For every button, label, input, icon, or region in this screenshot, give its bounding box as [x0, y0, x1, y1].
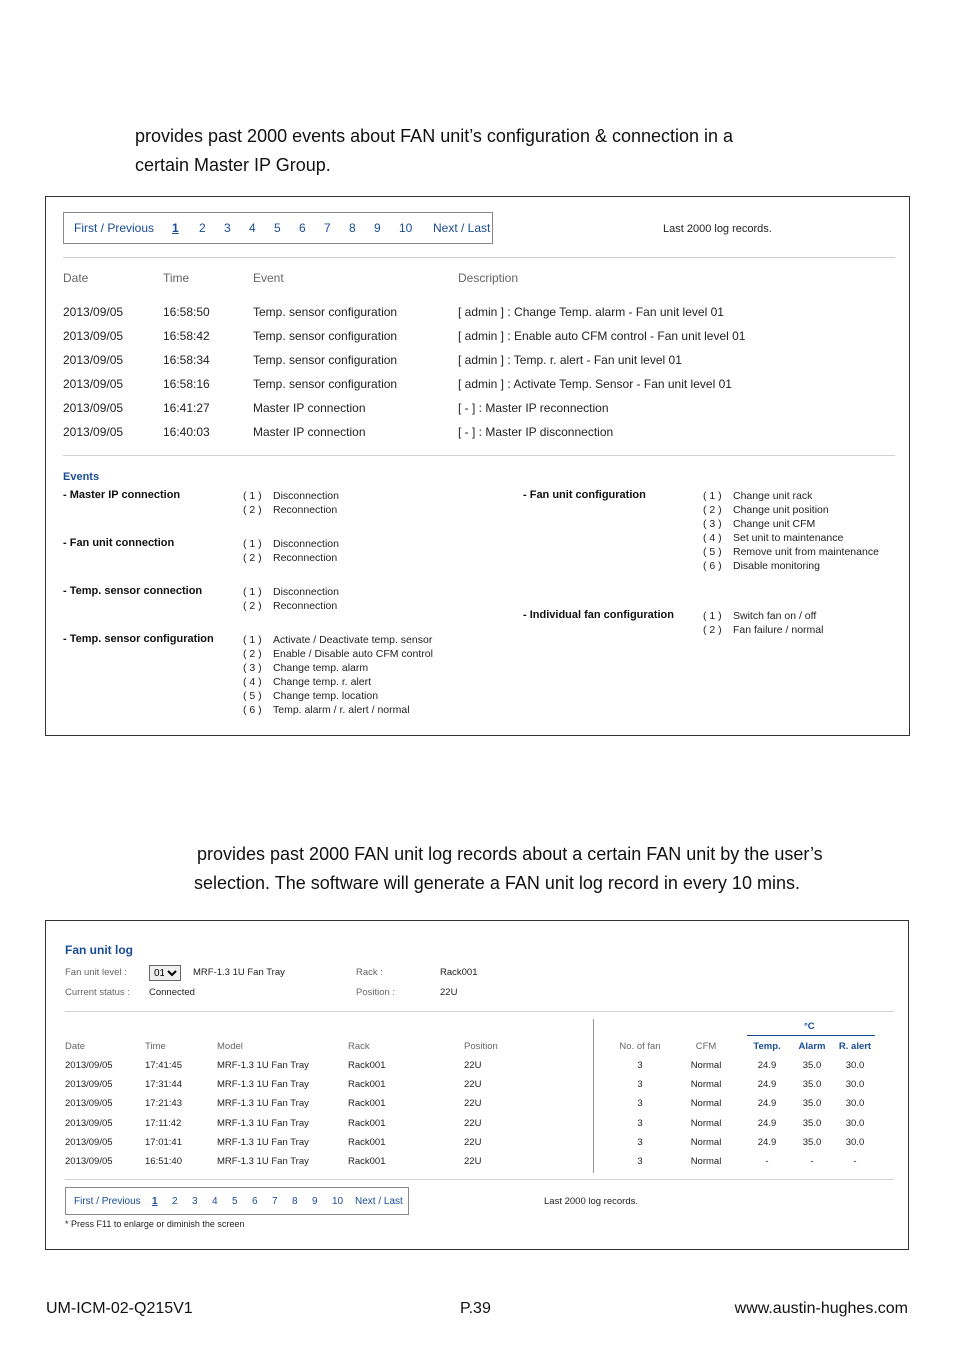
table-row — [46, 1060, 908, 1074]
row-description: [ admin ] : Enable auto CFM control - Fan unit level 01 — [458, 329, 746, 343]
row-cfm: Normal — [690, 1060, 722, 1071]
divider — [63, 455, 895, 456]
column-header-alarm: Alarm — [798, 1041, 826, 1052]
intro-1-line-2: certain Master IP Group. — [135, 155, 331, 175]
event-item-label: Disable monitoring — [733, 560, 820, 572]
event-item — [243, 633, 432, 647]
row-r-alert: 30.0 — [845, 1060, 865, 1071]
table-row — [46, 1079, 908, 1093]
pager-next-last[interactable]: Next / Last — [355, 1195, 403, 1207]
column-header-date: Date — [63, 271, 89, 285]
row-model: MRF-1.3 1U Fan Tray — [217, 1136, 309, 1148]
event-log-pager — [63, 212, 493, 244]
column-header-event: Event — [253, 271, 284, 285]
event-item-label: Change unit CFM — [733, 518, 816, 530]
pager-page-2[interactable]: 2 — [172, 1195, 178, 1207]
event-category: - Master IP connection — [63, 489, 181, 501]
row-time: 16:51:40 — [145, 1156, 182, 1167]
pager-page-6[interactable]: 6 — [252, 1195, 258, 1207]
pager-page-current[interactable]: 1 — [172, 221, 179, 235]
row-no-of-fan: 3 — [637, 1098, 643, 1110]
event-item-number: ( 6 ) — [703, 560, 722, 572]
fan-level-label: Fan unit level : — [65, 967, 127, 978]
column-header-time: Time — [145, 1041, 166, 1052]
column-header-rack: Rack — [348, 1041, 370, 1052]
fan-level-select[interactable] — [149, 965, 181, 981]
row-date: 2013/09/05 — [65, 1098, 113, 1110]
event-item — [703, 623, 823, 637]
intro-paragraph-1 — [135, 122, 733, 180]
events-title: Events — [63, 471, 100, 483]
fan-unit-log-panel — [45, 920, 909, 1250]
row-event: Temp. sensor configuration — [253, 353, 398, 367]
fan-position-label: Position : — [356, 987, 396, 998]
row-cfm: Normal — [690, 1156, 722, 1167]
row-position: 22U — [464, 1079, 482, 1091]
row-date: 2013/09/05 — [65, 1117, 113, 1129]
fan-log-note: Last 2000 log records. — [544, 1196, 639, 1207]
pager-page-2[interactable]: 2 — [199, 221, 206, 235]
row-time: 16:58:50 — [163, 305, 210, 319]
pager-page-10[interactable]: 10 — [332, 1195, 344, 1207]
pager-page-8[interactable]: 8 — [292, 1195, 298, 1207]
fan-position-value: 22U — [440, 987, 458, 998]
column-header-model: Model — [217, 1041, 243, 1052]
event-item-number: ( 1 ) — [703, 490, 722, 502]
row-event: Temp. sensor configuration — [253, 305, 398, 319]
event-item-number: ( 2 ) — [703, 504, 722, 516]
event-item-label: Change unit position — [733, 504, 829, 516]
event-item-number: ( 1 ) — [243, 490, 262, 502]
event-category: - Temp. sensor connection — [63, 585, 203, 597]
row-rack: Rack001 — [348, 1117, 386, 1129]
event-item-label: Set unit to maintenance — [733, 532, 844, 544]
event-item — [243, 647, 433, 661]
fan-rack-value: Rack001 — [440, 967, 478, 978]
column-header-temp: Temp. — [753, 1041, 781, 1052]
pager-first-previous[interactable]: First / Previous — [74, 221, 155, 235]
row-alarm: 35.0 — [802, 1117, 822, 1129]
event-item-label: Disconnection — [273, 538, 339, 550]
table-row — [46, 1118, 908, 1132]
event-item — [703, 559, 820, 573]
event-item-label: Temp. alarm / r. alert / normal — [273, 704, 410, 716]
row-date: 2013/09/05 — [65, 1060, 113, 1071]
row-description: [ - ] : Master IP reconnection — [458, 401, 609, 415]
row-rack: Rack001 — [348, 1079, 386, 1091]
event-item-number: ( 2 ) — [243, 600, 262, 612]
event-item — [243, 599, 337, 613]
event-item-label: Change unit rack — [733, 490, 813, 502]
row-alarm: - — [810, 1156, 814, 1167]
event-item — [243, 537, 339, 551]
fan-rack-label: Rack : — [356, 967, 383, 978]
row-position: 22U — [464, 1098, 482, 1110]
row-time: 17:01:41 — [145, 1136, 182, 1148]
unit-celsius: °C — [804, 1021, 815, 1032]
row-event: Temp. sensor configuration — [253, 329, 398, 343]
row-time: 16:40:03 — [163, 425, 210, 439]
pager-pages — [172, 1196, 352, 1207]
table-row — [46, 377, 909, 395]
row-date: 2013/09/05 — [63, 401, 124, 415]
row-no-of-fan: 3 — [637, 1079, 643, 1091]
row-no-of-fan: 3 — [637, 1117, 643, 1129]
event-item — [703, 517, 815, 531]
pager-first-previous[interactable]: First / Previous — [74, 1195, 141, 1207]
row-description: [ admin ] : Temp. r. alert - Fan unit level 01 — [458, 353, 682, 367]
event-item-number: ( 2 ) — [243, 648, 262, 660]
event-item-number: ( 1 ) — [243, 538, 262, 550]
temp-group-underline — [747, 1035, 875, 1036]
fan-log-title: Fan unit log — [65, 943, 133, 957]
row-position: 22U — [464, 1060, 482, 1071]
row-model: MRF-1.3 1U Fan Tray — [217, 1098, 309, 1110]
event-category: - Individual fan configuration — [523, 609, 674, 621]
event-item-label: Change temp. alarm — [273, 662, 369, 674]
table-row — [46, 1137, 908, 1151]
event-item-number: ( 3 ) — [703, 518, 722, 530]
event-item-number: ( 4 ) — [703, 532, 722, 544]
row-time: 16:41:27 — [163, 401, 210, 415]
row-date: 2013/09/05 — [63, 305, 124, 319]
event-item-number: ( 5 ) — [243, 690, 262, 702]
row-rack: Rack001 — [348, 1060, 386, 1071]
row-time: 17:31:44 — [145, 1079, 182, 1091]
event-item-label: Fan failure / normal — [733, 624, 824, 636]
footer-website: www.austin-hughes.com — [734, 1300, 908, 1317]
event-item-number: ( 3 ) — [243, 662, 262, 674]
row-alarm: 35.0 — [802, 1060, 822, 1071]
event-category: - Fan unit connection — [63, 537, 175, 549]
event-item-number: ( 1 ) — [703, 610, 722, 622]
event-item — [243, 585, 339, 599]
footer-doc-id: UM-ICM-02-Q215V1 — [46, 1300, 193, 1317]
row-time: 17:21:43 — [145, 1098, 182, 1110]
table-row — [46, 401, 909, 419]
event-log-panel — [45, 196, 910, 736]
table-row — [46, 329, 909, 347]
table-row — [46, 1098, 908, 1112]
row-time: 17:11:42 — [145, 1117, 182, 1129]
row-r-alert: 30.0 — [845, 1117, 865, 1129]
row-alarm: 35.0 — [802, 1098, 822, 1110]
pager-page-7[interactable]: 7 — [324, 221, 331, 235]
event-item-number: ( 2 ) — [703, 624, 722, 636]
event-item-label: Disconnection — [273, 490, 339, 502]
row-event: Master IP connection — [253, 425, 366, 439]
pager-page-9[interactable]: 9 — [312, 1195, 318, 1207]
event-item-number: ( 4 ) — [243, 676, 262, 688]
pager-page-3[interactable]: 3 — [192, 1195, 198, 1207]
row-no-of-fan: 3 — [637, 1060, 643, 1071]
event-item-label: Reconnection — [273, 552, 338, 564]
pager-pages — [199, 221, 429, 235]
event-item — [243, 551, 337, 565]
fan-log-hint: * Press F11 to enlarge or diminish the screen — [65, 1219, 245, 1229]
row-model: MRF-1.3 1U Fan Tray — [217, 1156, 309, 1167]
row-model: MRF-1.3 1U Fan Tray — [217, 1117, 309, 1129]
row-date: 2013/09/05 — [63, 329, 124, 343]
event-item-number: ( 6 ) — [243, 704, 262, 716]
event-item — [703, 531, 843, 545]
fan-status-value: Connected — [149, 987, 195, 998]
pager-page-5[interactable]: 5 — [274, 221, 281, 235]
row-cfm: Normal — [690, 1136, 722, 1148]
event-item — [703, 545, 879, 559]
row-no-of-fan: 3 — [637, 1136, 643, 1148]
table-row — [46, 353, 909, 371]
event-item — [243, 703, 410, 717]
event-log-note: Last 2000 log records. — [663, 223, 772, 235]
intro-1-line-1: provides past 2000 events about FAN unit’s configuration & connection in a — [135, 126, 734, 146]
row-position: 22U — [464, 1136, 482, 1148]
row-temp: 24.9 — [757, 1060, 777, 1071]
event-item-number: ( 1 ) — [243, 586, 262, 598]
column-header-r-alert: R. alert — [838, 1041, 872, 1052]
column-header-cfm: CFM — [695, 1041, 717, 1052]
table-row — [46, 1156, 908, 1170]
row-temp: 24.9 — [757, 1079, 777, 1091]
event-item — [703, 609, 816, 623]
event-item — [243, 489, 339, 503]
row-description: [ - ] : Master IP disconnection — [458, 425, 614, 439]
intro-2-line-1: provides past 2000 FAN unit log records about a certain FAN unit by the user’s — [197, 844, 823, 864]
row-temp: 24.9 — [757, 1136, 777, 1148]
row-r-alert: 30.0 — [845, 1098, 865, 1110]
row-r-alert: - — [853, 1156, 857, 1167]
event-item-label: Reconnection — [273, 504, 338, 516]
row-time: 16:58:42 — [163, 329, 210, 343]
intro-2-line-2: selection. The software will generate a FAN unit log record in every 10 mins. — [194, 873, 800, 893]
row-description: [ admin ] : Change Temp. alarm - Fan unit level 01 — [458, 305, 724, 319]
column-header-position: Position — [464, 1041, 498, 1052]
pager-page-3[interactable]: 3 — [224, 221, 231, 235]
row-cfm: Normal — [690, 1098, 722, 1110]
divider — [63, 257, 895, 258]
pager-page-8[interactable]: 8 — [349, 221, 356, 235]
row-rack: Rack001 — [348, 1136, 386, 1148]
event-item — [243, 689, 378, 703]
event-category: - Temp. sensor configuration — [63, 633, 214, 645]
column-header-description: Description — [458, 271, 519, 285]
row-temp: 24.9 — [757, 1117, 777, 1129]
footer-page-number: P.39 — [460, 1300, 491, 1317]
pager-page-6[interactable]: 6 — [299, 221, 306, 235]
event-item-label: Change temp. r. alert — [273, 676, 372, 688]
event-item — [703, 503, 829, 517]
row-time: 16:58:16 — [163, 377, 210, 391]
row-r-alert: 30.0 — [845, 1079, 865, 1091]
pager-page-4[interactable]: 4 — [212, 1195, 218, 1207]
row-date: 2013/09/05 — [65, 1156, 113, 1167]
event-item-number: ( 2 ) — [243, 552, 262, 564]
row-date: 2013/09/05 — [65, 1136, 113, 1148]
event-category: - Fan unit configuration — [523, 489, 646, 501]
row-cfm: Normal — [690, 1079, 722, 1091]
row-model: MRF-1.3 1U Fan Tray — [217, 1079, 309, 1091]
event-item-number: ( 5 ) — [703, 546, 722, 558]
fan-model-value: MRF-1.3 1U Fan Tray — [193, 967, 285, 978]
row-date: 2013/09/05 — [63, 377, 124, 391]
column-header-time: Time — [163, 271, 190, 285]
row-r-alert: 30.0 — [845, 1136, 865, 1148]
row-position: 22U — [464, 1117, 482, 1129]
table-row — [46, 305, 909, 323]
pager-page-10[interactable]: 10 — [399, 221, 413, 235]
event-item-label: Activate / Deactivate temp. sensor — [273, 634, 433, 646]
pager-page-9[interactable]: 9 — [374, 221, 381, 235]
row-event: Master IP connection — [253, 401, 366, 415]
event-item — [243, 503, 337, 517]
table-row — [46, 425, 909, 443]
intro-paragraph-2 — [194, 840, 823, 898]
row-position: 22U — [464, 1156, 482, 1167]
pager-page-5[interactable]: 5 — [232, 1195, 238, 1207]
event-item — [243, 661, 368, 675]
row-alarm: 35.0 — [802, 1079, 822, 1091]
event-item-label: Switch fan on / off — [733, 610, 817, 622]
column-header-date: Date — [65, 1041, 86, 1052]
event-item-number: ( 2 ) — [243, 504, 262, 516]
event-item-number: ( 1 ) — [243, 634, 262, 646]
event-item-label: Reconnection — [273, 600, 338, 612]
row-model: MRF-1.3 1U Fan Tray — [217, 1060, 309, 1071]
row-date: 2013/09/05 — [63, 425, 124, 439]
pager-page-4[interactable]: 4 — [249, 221, 256, 235]
event-item — [703, 489, 812, 503]
column-header-no-of-fan: No. of fan — [619, 1041, 661, 1052]
fan-log-pager — [65, 1187, 409, 1215]
row-event: Temp. sensor configuration — [253, 377, 398, 391]
event-item-label: Remove unit from maintenance — [733, 546, 879, 558]
row-no-of-fan: 3 — [637, 1156, 643, 1167]
row-rack: Rack001 — [348, 1156, 386, 1167]
pager-next-last[interactable]: Next / Last — [433, 221, 491, 235]
event-item-label: Enable / Disable auto CFM control — [273, 648, 433, 660]
row-date: 2013/09/05 — [65, 1079, 113, 1091]
row-rack: Rack001 — [348, 1098, 386, 1110]
row-date: 2013/09/05 — [63, 353, 124, 367]
row-description: [ admin ] : Activate Temp. Sensor - Fan unit level 01 — [458, 377, 732, 391]
row-time: 17:41:45 — [145, 1060, 182, 1071]
fan-status-label: Current status : — [65, 987, 130, 998]
divider — [65, 1179, 894, 1180]
pager-page-7[interactable]: 7 — [272, 1195, 278, 1207]
event-item — [243, 675, 371, 689]
row-temp: - — [765, 1156, 769, 1167]
event-item-label: Disconnection — [273, 586, 339, 598]
divider — [65, 1011, 894, 1012]
row-temp: 24.9 — [757, 1098, 777, 1110]
row-cfm: Normal — [690, 1117, 722, 1129]
event-item-label: Change temp. location — [273, 690, 379, 702]
pager-page-current[interactable]: 1 — [152, 1195, 158, 1207]
row-time: 16:58:34 — [163, 353, 210, 367]
row-alarm: 35.0 — [802, 1136, 822, 1148]
